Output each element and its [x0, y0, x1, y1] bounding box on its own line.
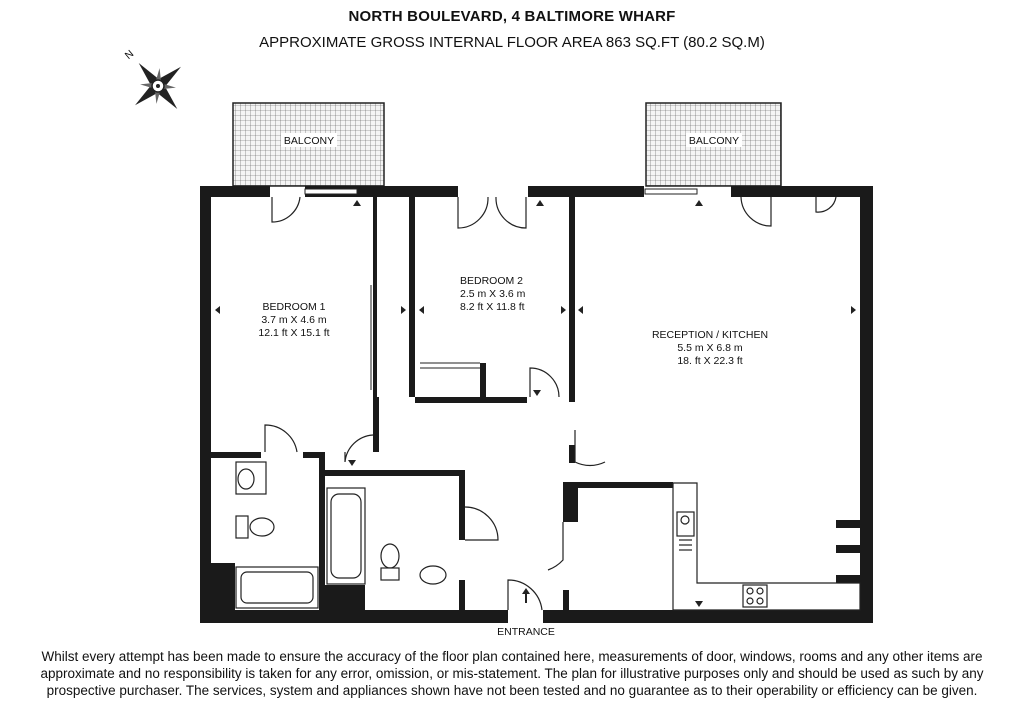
north-label: N [122, 47, 137, 62]
floor-area-subtitle: APPROXIMATE GROSS INTERNAL FLOOR AREA 863 SQ.FT (80.2 SQ.M) [259, 34, 765, 51]
bedroom1-imperial: 12.1 ft X 15.1 ft [258, 327, 330, 339]
disclaimer-text: Whilst every attempt has been made to ensure the accuracy of the floor plan contained here, measurements of door, windows, rooms and any other items are approximate and no responsibility is taken for any error, omission, or mis-statement. The plan for illustrative purposes only and should be used as such by any prospective purchaser. The services, system and appliances shown have not been tested and no guarantee as to their operability or efficiency can be given. [40, 649, 984, 698]
room-bedroom-1 [258, 301, 329, 339]
balcony-right [646, 103, 781, 186]
balcony-left-label: BALCONY [283, 135, 335, 147]
room-reception-kitchen [652, 329, 768, 367]
dimension-markers [215, 200, 856, 607]
kitchen-counter [673, 483, 860, 610]
balcony-left [233, 103, 384, 186]
balcony-right-label: BALCONY [688, 135, 740, 147]
compass-rose-icon [132, 60, 184, 112]
bedroom2-imperial: 8.2 ft X 11.8 ft [460, 301, 525, 313]
reception-metric: 5.5 m X 6.8 m [677, 342, 743, 354]
reception-name: RECEPTION / KITCHEN [651, 329, 769, 341]
bedroom1-name: BEDROOM 1 [262, 301, 326, 313]
bedroom1-metric: 3.7 m X 4.6 m [261, 314, 327, 326]
bedroom2-name: BEDROOM 2 [460, 275, 524, 287]
bedroom2-metric: 2.5 m X 3.6 m [460, 288, 526, 300]
exterior-walls [200, 186, 873, 623]
entrance-label: ENTRANCE [497, 626, 555, 638]
room-bedroom-2 [460, 275, 526, 313]
reception-imperial: 18. ft X 22.3 ft [677, 355, 743, 367]
interior-walls [211, 197, 860, 610]
plan-title: NORTH BOULEVARD, 4 BALTIMORE WHARF [348, 8, 676, 25]
